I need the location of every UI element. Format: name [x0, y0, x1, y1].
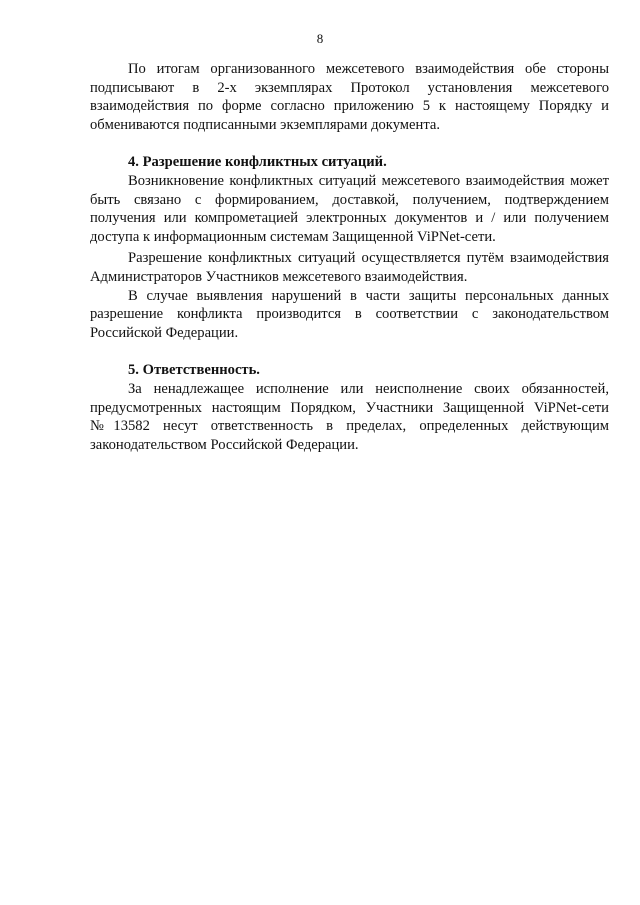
section-4-heading: 4. Разрешение конфликтных ситуаций.	[128, 154, 387, 171]
section-4-paragraph-2: Разрешение конфликтных ситуаций осуществляется путём взаимодействия Администраторов Участников межсетевого взаимодействия.	[90, 250, 609, 285]
spacer	[90, 342, 609, 361]
section-5-heading: 5. Ответственность.	[128, 362, 260, 379]
section-4-paragraph-3: В случае выявления нарушений в части защиты персональных данных разрешение конфликта производится в соответствии с законодательством Российской Федерации.	[90, 287, 609, 341]
spacer	[90, 134, 609, 153]
document-body	[90, 60, 609, 454]
section-5-paragraph-1: За ненадлежащее исполнение или неисполнение своих обязанностей, предусмотренных настоящим Порядком, Участники Защищенной ViPNet-сети №13582 несут ответственность в пределах, определенных действующим законодательством Российской Федерации.	[90, 380, 609, 453]
page-number: 8	[316, 31, 324, 46]
intro-paragraph: По итогам организованного межсетевого взаимодействия обе стороны подписывают в 2-х экземплярах Протокол установления межсетевого взаимодействия по форме согласно приложению 5 к настоящему Порядку и обмениваются подписанными экземплярами документа.	[90, 61, 609, 133]
section-4-paragraph-1: Возникновение конфликтных ситуаций межсетевого взаимодействия может быть связано с формированием, доставкой, получением, подтверждением получения или компрометацией электронных документов и / или получением доступа к информационным системам Защищенной ViPNet-сети.	[90, 172, 609, 245]
